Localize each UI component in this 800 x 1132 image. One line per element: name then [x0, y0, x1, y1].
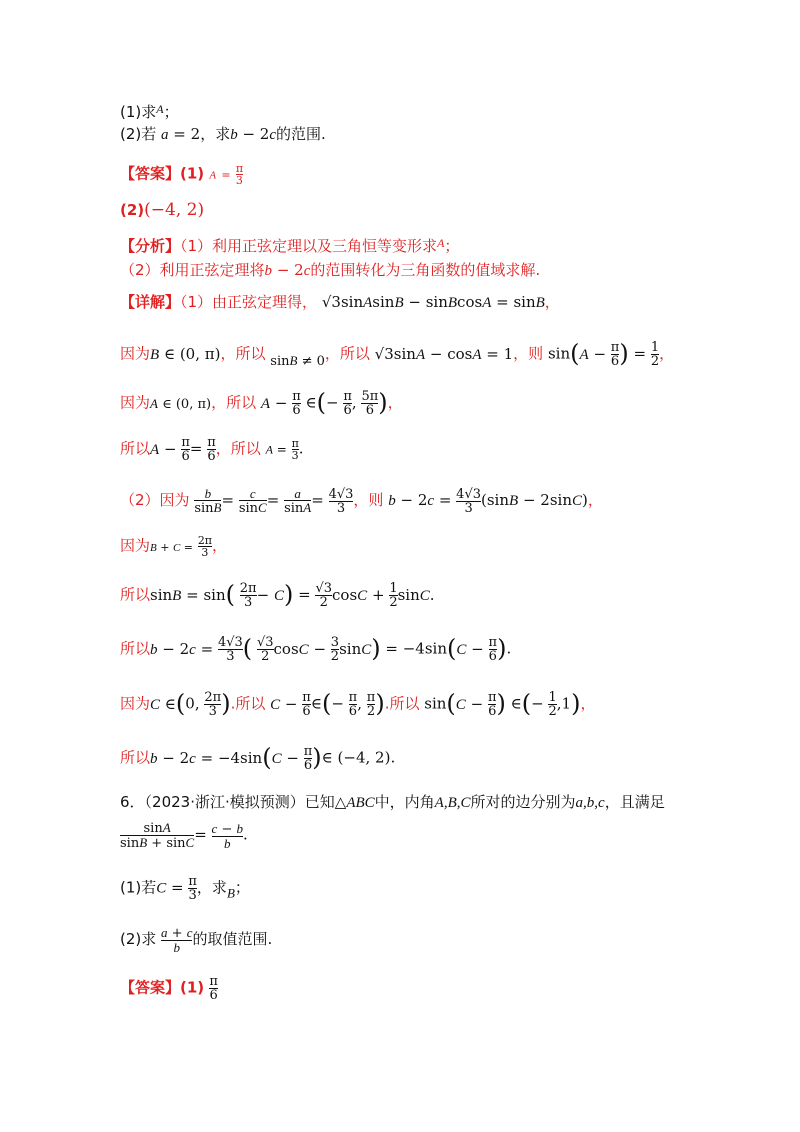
detail-4-line: 所以A − $\frac{\pi}{6}$ = $\frac{\pi}{6}$ ，所以 A = $\frac{\pi}{3}$ . [120, 435, 304, 464]
problem-6-question-2: (2)求 $\frac{a + c}{b}$ 的取值范围. [120, 925, 273, 955]
detail-9-line: 因为C ∈(0, $\frac{2\pi}{3}$ ).所以 C − $\frac{\pi}{6}$ ∈(− $\frac{\pi}{6}$ , $\frac{\pi}{2}$ ).所以 sin(C − $\frac{\pi}{6}$ ) ∈(− $\frac{1}{2}$ ,1)， [120, 689, 596, 719]
answer-2-line: (2)(−4, 2) [120, 200, 205, 220]
detail-6-line: 因为B + C = $\frac{2\pi}{3}$ ， [120, 534, 228, 559]
analysis-2-line: （2）利用正弦定理将b − 2c的范围转化为三角函数的值域求解. [120, 261, 541, 279]
detail-3-line: 因为A ∈ (0, π)，所以 A − $\frac{\pi}{6}$ ∈(− $\frac{\pi}{6}$ , $\frac{5\pi}{6}$ )， [120, 388, 403, 418]
detail-7-line: 所以sinB = sin( $\frac{2\pi}{3}$ − C) = $\frac{√3}{2}$ cosC + $\frac{1}{2}$ sinC. [120, 580, 435, 610]
problem-6-condition: $\frac{\sin A}{\sin B + \sin C}$ = $\frac{c - b}{b}$ . [120, 820, 248, 851]
problem-6-line: 6．（2023·浙江·模拟预测）已知△ABC中，内角A,B,C所对的边分别为a,b,c，且满足 [120, 793, 665, 811]
detail-10-line: 所以b − 2c = −4sin(C − $\frac{\pi}{6}$ )∈ (−4, 2). [120, 743, 396, 773]
detail-1-line: 【详解】（1）由正弦定理得， √3sinAsinB − sinBcosA = sinB， [120, 293, 560, 311]
analysis-1-line: 【分析】（1）利用正弦定理以及三角恒等变形求$^A$； [120, 236, 460, 255]
detail-2-line: 因为B ∈ (0, π)，所以 sinB ≠ 0，所以 √3sinA − cosA = 1，则 sin(A − $\frac{\pi}{6}$ ) = $\frac{1}{2}$ ， [120, 339, 675, 369]
problem-6-question-1: (1)若C = $\frac{\pi}{3}$ ，求B； [120, 874, 250, 903]
question-2-line: (2)若 a = 2，求b − 2c的范围. [120, 125, 326, 143]
question-1-line: (1)求$^A$； [120, 102, 179, 121]
detail-8-line: 所以b − 2c = $\frac{4√3}{3}$ ( $\frac{√3}{2}$ cosC − $\frac{3}{2}$ sinC) = −4sin(C − $\frac{\pi}{6}$ ). [120, 634, 512, 664]
detail-5-line: （2）因为 $\frac{b}{\sin B}$ = $\frac{c}{\sin C}$ = $\frac{a}{\sin A}$ = $\frac{4√3}{3}$ ，则 b − 2c = $\frac{4√3}{3}$ (sinB − 2sinC)， [120, 486, 603, 516]
answer-1-line: 【答案】(1) A = $\frac{\pi}{3}$ [120, 162, 244, 187]
problem-6-answer: 【答案】(1) $\frac{\pi}{6}$ [120, 974, 218, 1003]
